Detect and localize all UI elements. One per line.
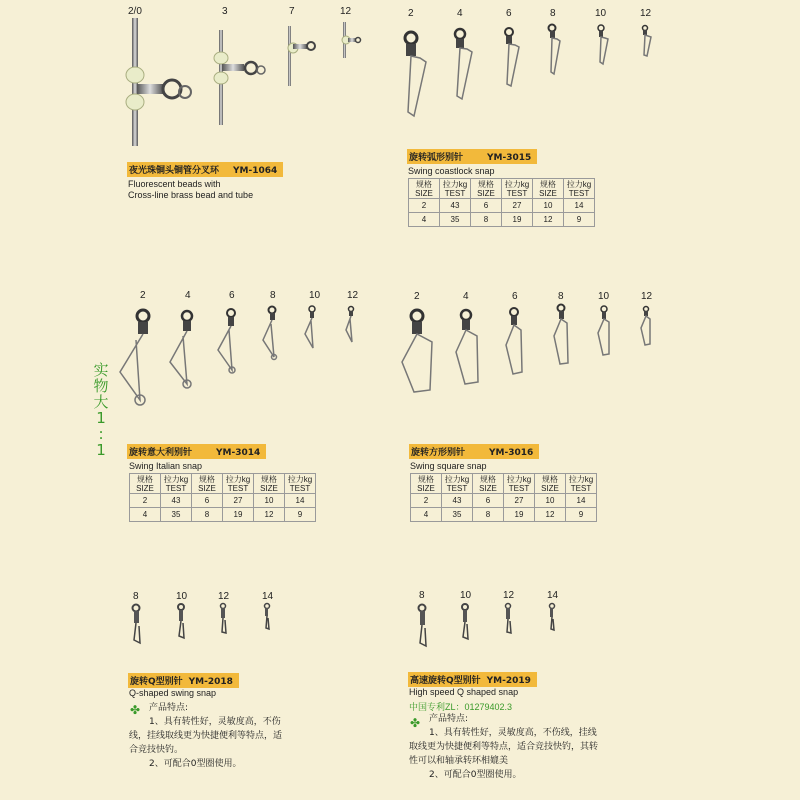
th-size: 规格 SIZE	[411, 474, 442, 494]
beads-desc-2: Cross-line brass bead and tube	[128, 190, 254, 200]
cell: 8	[192, 508, 223, 522]
cell: 4	[409, 213, 440, 227]
qshape-desc: Q-shaped swing snap	[129, 688, 217, 698]
coastlock-2-image	[405, 32, 426, 116]
side-char: 大	[93, 393, 109, 411]
qshape-features-icon: ✤	[130, 703, 141, 717]
th-test: 拉力kg TEST	[442, 474, 473, 494]
th-size: 规格 SIZE	[192, 474, 223, 494]
size-label: 12	[641, 291, 653, 302]
size-label: 8	[558, 291, 564, 302]
italian-10-image	[305, 306, 315, 348]
table-row	[411, 494, 597, 508]
cell: 27	[504, 494, 535, 508]
size-label: 2	[140, 290, 146, 301]
th-size: 规格 SIZE	[130, 474, 161, 494]
feature-line: 2、可配合0型圈使用。	[149, 759, 242, 769]
size-label: 12	[347, 290, 359, 301]
table-row	[409, 199, 595, 213]
beads-code: YM-1064	[233, 166, 278, 176]
square-4-image	[456, 310, 478, 384]
italian-12-image	[346, 307, 354, 343]
th-test: 拉力kg TEST	[440, 179, 471, 199]
italian-desc: Swing Italian snap	[129, 461, 203, 471]
feature-title: 产品特点:	[429, 714, 469, 724]
size-label: 12	[340, 6, 352, 17]
coastlock-8-image	[549, 25, 561, 75]
th-size: 规格 SIZE	[409, 179, 440, 199]
cell: 43	[440, 199, 471, 213]
cell: 6	[192, 494, 223, 508]
square-spec-table	[410, 473, 597, 522]
cell: 8	[473, 508, 504, 522]
square-8-image	[554, 305, 568, 365]
bead-7-image	[288, 26, 315, 86]
square-code: YM-3016	[489, 448, 534, 458]
qshape-14-image	[265, 604, 270, 630]
th-size: 规格 SIZE	[535, 474, 566, 494]
side-char: :	[98, 425, 104, 443]
italian-spec-table	[129, 473, 316, 522]
feature-title: 产品特点:	[149, 703, 189, 713]
table-row	[411, 508, 597, 522]
qshape-title-cn: 旋转Q型别针	[130, 677, 183, 687]
square-10-image	[598, 306, 609, 355]
cell: 12	[533, 213, 564, 227]
cell: 35	[161, 508, 192, 522]
size-label: 4	[463, 291, 469, 302]
table-row	[130, 494, 316, 508]
size-label: 4	[185, 290, 191, 301]
th-test: 拉力kg TEST	[564, 179, 595, 199]
cell: 43	[161, 494, 192, 508]
th-size: 规格 SIZE	[533, 179, 564, 199]
qshape-title	[128, 673, 239, 688]
side-char: 1	[96, 409, 106, 427]
size-label: 10	[595, 8, 607, 19]
highspeed-8-image	[419, 605, 427, 647]
cell: 9	[285, 508, 316, 522]
highspeed-10-image	[462, 604, 468, 639]
th-test: 拉力kg TEST	[504, 474, 535, 494]
qshape-8-image	[133, 605, 141, 644]
coastlock-10-image	[598, 25, 608, 64]
size-label: 6	[506, 8, 512, 19]
size-label: 10	[176, 591, 188, 602]
qshape-code: YM-2018	[188, 677, 233, 687]
cell: 14	[285, 494, 316, 508]
bead-12-image	[342, 22, 361, 58]
highspeed-features	[409, 712, 619, 782]
highspeed-title	[408, 672, 537, 687]
size-label: 14	[262, 591, 274, 602]
cell: 35	[440, 213, 471, 227]
square-12-image	[641, 307, 650, 346]
coastlock-6-image	[505, 28, 519, 86]
cell: 35	[442, 508, 473, 522]
size-label: 10	[598, 291, 610, 302]
th-test: 拉力kg TEST	[285, 474, 316, 494]
highspeed-14-image	[550, 604, 555, 631]
bead-3-image	[214, 30, 265, 125]
highspeed-patent: 中国专利ZL：01279402.3	[409, 702, 513, 712]
cell: 8	[471, 213, 502, 227]
cell: 2	[411, 494, 442, 508]
square-title	[409, 444, 539, 459]
size-label: 6	[229, 290, 235, 301]
size-label: 8	[133, 591, 139, 602]
cell: 19	[502, 213, 533, 227]
feature-line: 1、具有转性好，灵敏度高，不伤线，挂线	[429, 728, 597, 738]
cell: 2	[409, 199, 440, 213]
th-test: 拉力kg TEST	[566, 474, 597, 494]
size-label: 12	[503, 590, 515, 601]
italian-6-image	[218, 309, 235, 373]
cell: 27	[223, 494, 254, 508]
size-label: 10	[309, 290, 321, 301]
cell: 9	[564, 213, 595, 227]
side-char: 物	[93, 377, 109, 395]
table-row	[130, 508, 316, 522]
cell: 9	[566, 508, 597, 522]
size-label: 8	[419, 590, 425, 601]
coastlock-spec-table	[408, 178, 595, 227]
beads-desc-1: Fluorescent beads with	[128, 179, 221, 189]
feature-line: 合竞技快钓。	[129, 745, 184, 755]
cell: 12	[535, 508, 566, 522]
size-label: 7	[289, 6, 295, 17]
coastlock-desc: Swing coastlock snap	[408, 166, 495, 176]
highspeed-desc: High speed Q shaped snap	[409, 687, 519, 697]
square-desc: Swing square snap	[410, 461, 487, 471]
square-title-cn: 旋转方形别针	[411, 448, 466, 458]
th-size: 规格 SIZE	[473, 474, 504, 494]
cell: 14	[566, 494, 597, 508]
coastlock-12-image	[643, 26, 652, 57]
size-label: 6	[512, 291, 518, 302]
feature-line: 取线更为快捷便利等特点，适合竞技快钓，其转	[409, 742, 599, 752]
side-char: 实	[93, 361, 109, 379]
size-label: 8	[550, 8, 556, 19]
cell: 19	[504, 508, 535, 522]
beads-title-cn: 夜光珠铜头铜管分叉环	[129, 166, 220, 176]
highspeed-12-image	[506, 604, 512, 634]
qshape-12-image	[221, 604, 227, 634]
bead-2-0-image	[126, 18, 191, 146]
square-6-image	[506, 308, 522, 374]
size-label: 10	[460, 590, 472, 601]
square-2-image	[402, 310, 432, 392]
size-label: 12	[218, 591, 230, 602]
italian-2-image	[120, 310, 149, 405]
beads-title	[127, 162, 283, 177]
italian-title-cn: 旋转意大利别针	[129, 448, 193, 458]
feature-line: 线，挂线取线更为快捷便利等特点，适	[129, 731, 283, 741]
size-label: 2	[408, 8, 414, 19]
highspeed-title-cn: 高速旋转Q型别针	[410, 676, 481, 686]
cell: 12	[254, 508, 285, 522]
size-label: 2/0	[128, 6, 142, 17]
cell: 43	[442, 494, 473, 508]
cell: 27	[502, 199, 533, 213]
coastlock-4-image	[455, 29, 472, 99]
th-size: 规格 SIZE	[471, 179, 502, 199]
th-test: 拉力kg TEST	[223, 474, 254, 494]
side-char: 1	[96, 441, 106, 459]
size-label: 2	[414, 291, 420, 302]
coastlock-title-cn: 旋转弧形别针	[409, 153, 464, 163]
size-label: 8	[270, 290, 276, 301]
cell: 6	[473, 494, 504, 508]
cell: 4	[130, 508, 161, 522]
cell: 6	[471, 199, 502, 213]
feature-line: 2、可配合0型圈使用。	[429, 770, 522, 780]
cell: 4	[411, 508, 442, 522]
size-label: 3	[222, 6, 228, 17]
coastlock-title	[407, 149, 537, 164]
qshape-features	[129, 701, 304, 771]
feature-line: 性可以和轴承转环相媲美	[409, 756, 509, 766]
highspeed-features-icon: ✤	[410, 716, 421, 730]
highspeed-code: YM-2019	[486, 676, 531, 686]
cell: 19	[223, 508, 254, 522]
th-size: 规格 SIZE	[254, 474, 285, 494]
cell: 10	[254, 494, 285, 508]
feature-line: 1、具有转性好，灵敏度高，不伤	[149, 717, 281, 727]
qshape-10-image	[178, 604, 184, 638]
cell: 2	[130, 494, 161, 508]
cell: 10	[533, 199, 564, 213]
th-test: 拉力kg TEST	[161, 474, 192, 494]
italian-code: YM-3014	[216, 448, 261, 458]
size-label: 4	[457, 8, 463, 19]
cell: 10	[535, 494, 566, 508]
size-label: 12	[640, 8, 652, 19]
italian-4-image	[170, 311, 192, 388]
cell: 14	[564, 199, 595, 213]
table-row	[409, 213, 595, 227]
th-test: 拉力kg TEST	[502, 179, 533, 199]
size-label: 14	[547, 590, 559, 601]
coastlock-code: YM-3015	[487, 153, 532, 163]
italian-8-image	[263, 307, 277, 360]
italian-title	[127, 444, 266, 459]
